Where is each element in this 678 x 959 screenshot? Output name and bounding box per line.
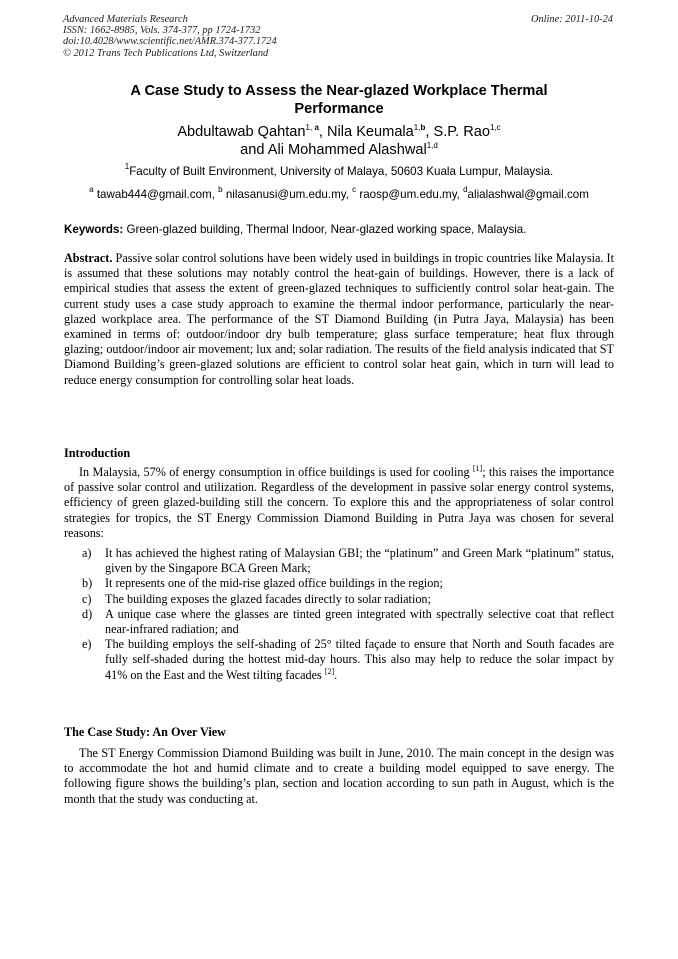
paper-title bbox=[60, 82, 618, 118]
email-link[interactable]: raosp@um.edu.my bbox=[359, 188, 457, 201]
email-sep: , bbox=[345, 188, 353, 201]
title-line-2: Performance bbox=[294, 101, 384, 117]
author-email-sup: c bbox=[496, 123, 501, 132]
email-link[interactable]: tawab444@gmail.com bbox=[96, 188, 212, 201]
introduction-heading: Introduction bbox=[64, 446, 131, 460]
author-affil-sup: 1, bbox=[305, 123, 315, 132]
citation-1[interactable]: [1] bbox=[472, 464, 483, 473]
email-sup: a bbox=[89, 185, 94, 194]
author-affil-sup: 1, bbox=[413, 123, 421, 132]
author-email-sup: b bbox=[420, 123, 426, 132]
keywords-text: Green-glazed building, Thermal Indoor, Near-glazed working space, Malaysia. bbox=[123, 223, 527, 236]
list-item bbox=[82, 546, 614, 576]
list-item-text: The building employs the self-shading of 25° tilted façade to ensure that North and South facades are fully self-shaded during the hottest mid-day hours. This also may help to reduce the solar impact by 41% on the East and the West tilting facades bbox=[105, 637, 614, 682]
list-marker: e) bbox=[82, 637, 92, 652]
authors-line-2 bbox=[60, 141, 618, 159]
list-item-text: It has achieved the highest rating of Malaysian GBI; the “platinum” and Green Mark “platinum” status, given by the Singapore BCA Green Mark; bbox=[105, 546, 614, 576]
affiliation-text: Faculty of Built Environment, University of Malaya, 50603 Kuala Lumpur, Malaysia. bbox=[129, 165, 554, 178]
author-email-sup: d bbox=[433, 141, 438, 150]
abstract-text: Passive solar control solutions have been widely used in buildings in tropic countries like Malaysia. It is assumed that these solutions may notably control the heat-gain of buildings. However, there is a lack of empirical studies that assess the extent of green-glazed techniques to sufficiently control solar heat-gain. The current study uses a case study approach to examine the thermal indoor performance, particularly the near-glazed workplace area. The performance of the ST Diamond Building (in Putra Jaya, Malaysia) has been examined in terms of: outdoor/indoor dry bulb temperature; glass surface temperature; heat flux through glazing; outdoor/indoor air movement; lux and; solar radiation. The results of the field analysis indicated that ST Diamond Building’s green-glazed solutions are efficient to control solar heat gain, which in turn will lead to reduce energy consumption for controlling solar heat loads. bbox=[64, 251, 614, 387]
list-item-text: The building exposes the glazed facades directly to solar radiation; bbox=[105, 591, 431, 606]
case-study-paragraph: The ST Energy Commission Diamond Building was built in June, 2010. The main concept in the design was to accommodate the hot and humid climate and to create a building model equipped to save energy. The following figure shows the building’s plan, section and location according to sun path in August, which is the month that the study was conducting at. bbox=[64, 746, 614, 806]
list-item-text: It represents one of the mid-rise glazed office buildings in the region; bbox=[105, 576, 443, 591]
list-marker: b) bbox=[82, 576, 93, 591]
keywords bbox=[64, 223, 526, 237]
citation-2[interactable]: [2] bbox=[324, 666, 335, 676]
author-name: Nila Keumala bbox=[327, 124, 414, 140]
email-sup: c bbox=[352, 185, 357, 194]
issn-line: ISSN: 1662-8985, Vols. 374-377, pp 1724-1732 bbox=[63, 25, 261, 37]
author-sep: , bbox=[425, 124, 434, 140]
copyright-line: © 2012 Trans Tech Publications Ltd, Switzerland bbox=[63, 47, 269, 59]
author-name: S.P. Rao bbox=[433, 124, 490, 140]
authors-line-1 bbox=[60, 123, 618, 141]
list-item-text: A unique case where the glasses are tinted green integrated with spectrally selective coat that reflect near-infrared radiation; and bbox=[105, 606, 614, 637]
affiliation bbox=[60, 162, 618, 179]
intro-text: In Malaysia, 57% of energy consumption in office buildings is used for cooling bbox=[79, 465, 473, 479]
title-line-1: A Case Study to Assess the Near-glazed Workplace Thermal bbox=[130, 83, 548, 99]
keywords-label: Keywords: bbox=[64, 223, 124, 236]
case-study-heading: The Case Study: An Over View bbox=[64, 725, 226, 739]
list-item bbox=[82, 607, 614, 637]
journal-name: Advanced Materials Research bbox=[63, 14, 188, 25]
email-sep: , bbox=[211, 188, 219, 201]
email-link[interactable]: nilasanusi@um.edu.my bbox=[225, 188, 346, 201]
email-sep: , bbox=[456, 188, 464, 201]
email-list bbox=[60, 185, 618, 202]
doi-line: doi:10.4028/www.scientific.net/AMR.374-377.1724 bbox=[63, 36, 277, 48]
email-link[interactable]: alialashwal@gmail.com bbox=[467, 188, 589, 201]
affiliation-sup: 1 bbox=[124, 162, 130, 171]
list-item bbox=[82, 592, 614, 607]
list-item bbox=[82, 637, 614, 683]
author-affil-sup: 1, bbox=[490, 123, 497, 132]
author-list bbox=[60, 123, 618, 159]
author-name: Abdultawab Qahtan bbox=[177, 124, 306, 140]
list-marker: c) bbox=[82, 591, 92, 606]
email-sup: d bbox=[463, 185, 468, 194]
author-name: and Ali Mohammed Alashwal bbox=[240, 142, 427, 158]
email-sup: b bbox=[218, 185, 223, 194]
abstract bbox=[64, 251, 614, 388]
author-affil-sup: 1, bbox=[426, 141, 434, 150]
author-email-sup: a bbox=[314, 123, 319, 132]
journal-header bbox=[63, 14, 277, 59]
author-sep: , bbox=[318, 124, 327, 140]
online-date: Online: 2011-10-24 bbox=[530, 14, 613, 25]
list-marker: d) bbox=[82, 606, 93, 621]
intro-text: ; this raises the importance of passive solar control and utilization. Regardless of the development in passive solar energy control systems, efficiency of green glazed-building still the concern. To explore this and the appropriateness of solar control strategies for tropics, the ST Energy Commission Diamond Building in Putra Jaya was chosen for several reasons: bbox=[64, 465, 614, 540]
list-item-tail: . bbox=[334, 667, 338, 682]
list-item bbox=[82, 576, 614, 591]
introduction-paragraph bbox=[64, 465, 614, 541]
reasons-list bbox=[82, 546, 614, 683]
list-marker: a) bbox=[82, 546, 92, 560]
abstract-label: Abstract. bbox=[64, 251, 113, 265]
